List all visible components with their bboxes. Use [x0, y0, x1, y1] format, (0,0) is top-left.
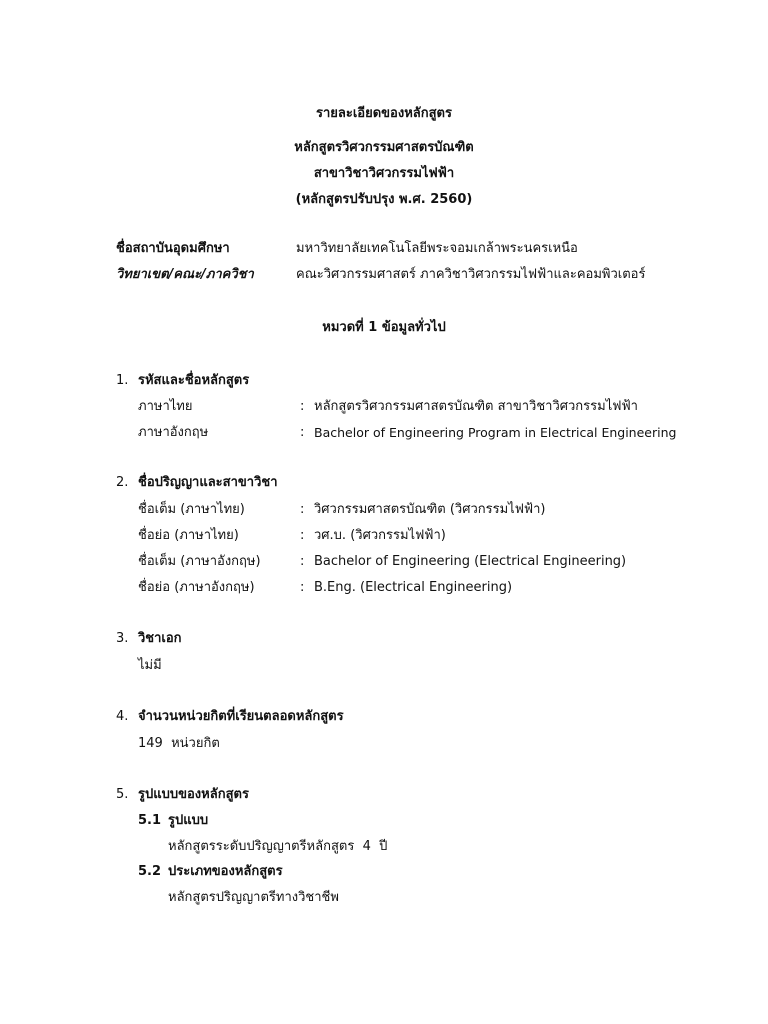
s2-row-label: ชื่อย่อ (ภาษาไทย) [138, 528, 239, 543]
s5-sub2-title: ประเภทของหลักสูตร [168, 864, 283, 879]
colon: : [300, 528, 305, 543]
s4-value: 149 หน่วยกิต [138, 736, 220, 751]
colon: : [300, 425, 305, 440]
section-title: หมวดที่ 1 ข้อมูลทั่วไป [322, 320, 446, 335]
institution-label: ชื่อสถาบันอุดมศึกษา [116, 241, 230, 256]
s1-thai-label: ภาษาไทย [138, 399, 193, 414]
s5-sub2-number: 5.2 [138, 864, 162, 879]
colon: : [300, 399, 305, 414]
s2-row-value: วิศวกรรมศาสตรบัณฑิต (วิศวกรรมไฟฟ้า) [314, 502, 546, 517]
s5-sub1-number: 5.1 [138, 813, 162, 828]
s1-eng-label: ภาษาอังกฤษ [138, 425, 209, 440]
s1-title: รหัสและชื่อหลักสูตร [138, 373, 250, 388]
s3-number: 3. [116, 631, 129, 646]
major-name: สาขาวิชาวิศวกรรมไฟฟ้า [313, 166, 455, 181]
s2-row-label: ชื่อเต็ม (ภาษาไทย) [138, 502, 245, 517]
s3-title: วิชาเอก [138, 631, 182, 646]
s5-title: รูปแบบของหลักสูตร [138, 787, 249, 802]
colon: : [300, 580, 305, 595]
program-name: หลักสูตรวิศวกรรมศาสตรบัณฑิต [294, 140, 474, 155]
s2-row-value: B.Eng. (Electrical Engineering) [314, 580, 513, 595]
s4-title: จำนวนหน่วยกิตที่เรียนตลอดหลักสูตร [138, 709, 344, 724]
s2-row-value: Bachelor of Engineering (Electrical Engineering) [314, 554, 627, 569]
s4-number: 4. [116, 709, 129, 724]
colon: : [300, 554, 305, 569]
s1-thai-value: หลักสูตรวิศวกรรมศาสตรบัณฑิต สาขาวิชาวิศวกรรมไฟฟ้า [314, 399, 638, 414]
s2-row-value: วศ.บ. (วิศวกรรมไฟฟ้า) [314, 528, 446, 543]
s5-sub2-value: หลักสูตรปริญญาตรีทางวิชาชีพ [168, 890, 339, 905]
s2-row-label: ชื่อเต็ม (ภาษาอังกฤษ) [138, 554, 261, 569]
s5-sub1-title: รูปแบบ [168, 813, 209, 828]
institution-value: มหาวิทยาลัยเทคโนโลยีพระจอมเกล้าพระนครเหนือ [296, 241, 578, 256]
colon: : [300, 502, 305, 517]
s5-sub1-value: หลักสูตรระดับปริญญาตรีหลักสูตร 4 ปี [168, 839, 388, 854]
s2-title: ชื่อปริญญาและสาขาวิชา [138, 475, 278, 490]
s1-number: 1. [116, 373, 129, 388]
s5-number: 5. [116, 787, 129, 802]
s1-eng-value: Bachelor of Engineering Program in Electrical Engineering [314, 425, 677, 440]
s2-number: 2. [116, 475, 129, 490]
faculty-value: คณะวิศวกรรมศาสตร์ ภาควิชาวิศวกรรมไฟฟ้าและคอมพิวเตอร์ [296, 267, 646, 282]
doc-title: รายละเอียดของหลักสูตร [316, 106, 452, 121]
revision-note: (หลักสูตรปรับปรุง พ.ศ. 2560) [295, 192, 473, 207]
faculty-label: วิทยาเขต/คณะ/ภาควิชา [116, 267, 254, 282]
s2-row-label: ชื่อย่อ (ภาษาอังกฤษ) [138, 580, 255, 595]
s3-value: ไม่มี [138, 658, 162, 673]
